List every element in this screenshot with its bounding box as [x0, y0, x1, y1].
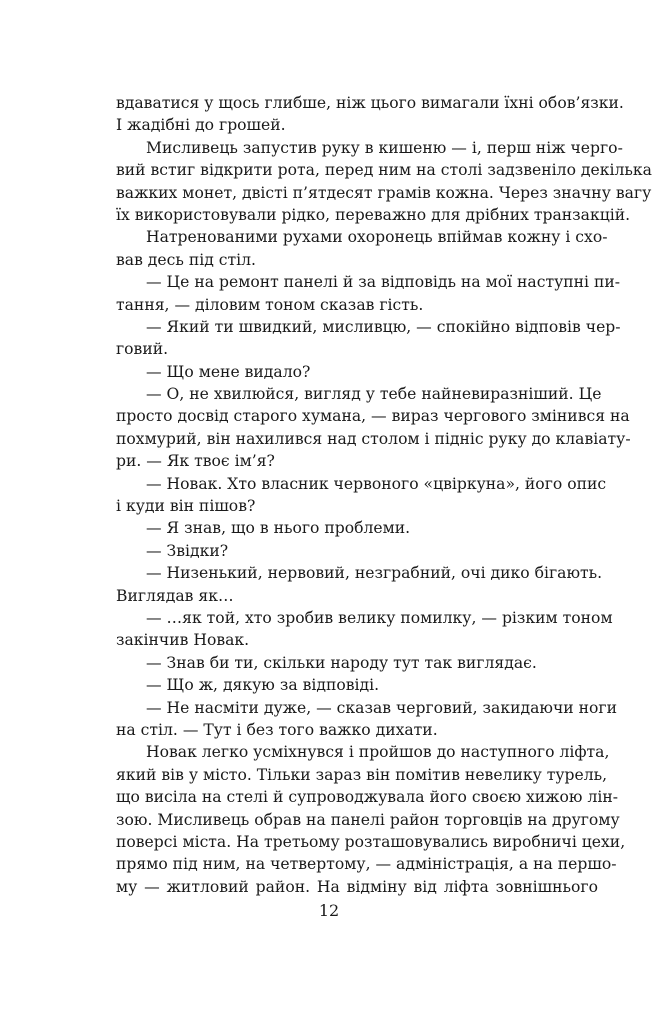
text-line: — …як той, хто зробив велику помилку, — різким тоном: [146, 608, 613, 627]
text-line: Мисливець запустив руку в кишеню — і, перш ніж черго-: [146, 138, 623, 157]
text-line: — Новак. Хто власник червоного «цвіркуна», його опис: [146, 474, 607, 493]
text-line: на стіл. — Тут і без того важко дихати.: [116, 720, 438, 739]
text-line: похмурий, він нахилився над столом і підніс руку до клавіату-: [116, 429, 631, 448]
text-line: — Звідки?: [146, 541, 229, 560]
text-line: просто досвід старого хумана, — вираз чергового змінився на: [116, 407, 630, 426]
text-line: говий.: [116, 340, 169, 359]
text-line: му — житловий район. На відміну від ліфта зовнішнього: [116, 877, 598, 896]
text-line: важких монет, двісті п’ятдесят грамів кожна. Через значну вагу: [116, 183, 652, 202]
text-line: вдаватися у щось глибше, ніж цього вимагали їхні обов’язки.: [116, 94, 624, 112]
page-number: 12: [318, 901, 340, 920]
text-line: що висіла на стелі й супроводжувала його своєю хижою лін-: [116, 788, 618, 807]
text-line: — Що мене видало?: [146, 362, 311, 381]
page-body: [116, 92, 652, 898]
text-line: — О, не хвилюйся, вигляд у тебе найневиразніший. Це: [146, 385, 602, 404]
text-line: — Який ти швидкий, мисливцю, — спокійно відповів чер-: [146, 317, 621, 336]
text-line: Новак легко усміхнувся і пройшов до наступного ліфта,: [146, 743, 610, 762]
text-line: тання, — діловим тоном сказав гість.: [116, 295, 424, 314]
text-line: який вів у місто. Тільки зараз він помітив невелику турель,: [116, 765, 608, 784]
text-line: вий встиг відкрити рота, перед ним на столі задзвеніло декілька: [116, 161, 652, 180]
text-line: їх використовували рідко, переважно для дрібних транзакцій.: [116, 205, 631, 224]
text-line: Натренованими рухами охоронець впіймав кожну і схо-: [146, 228, 608, 247]
text-line: — Що ж, дякую за відповіді.: [146, 676, 380, 695]
text-line: — Не насміти дуже, — сказав черговий, закидаючи ноги: [146, 698, 617, 717]
text-line: Виглядав як…: [116, 586, 234, 605]
text-line: І жадібні до грошей.: [116, 116, 286, 135]
text-line: — Низенький, нервовий, незграбний, очі дико бігають.: [146, 564, 603, 583]
text-line: закінчив Новак.: [116, 631, 250, 650]
text-line: — Знав би ти, скільки народу тут так виглядає.: [146, 653, 537, 672]
text-line: прямо під ним, на четвертому, — адміністрація, а на першо-: [116, 855, 617, 874]
text-line: вав десь під стіл.: [116, 250, 256, 269]
text-line: ри. — Як твоє ім’я?: [116, 452, 275, 471]
text-line: — Це на ремонт панелі й за відповідь на мої наступні пи-: [146, 273, 621, 292]
text-line: зою. Мисливець обрав на панелі район торговців на другому: [116, 810, 620, 829]
text-line: і куди він пішов?: [116, 497, 256, 516]
text-line: поверсі міста. На третьому розташовувались виробничі цехи,: [116, 832, 626, 851]
text-line: — Я знав, що в нього проблеми.: [146, 519, 411, 538]
